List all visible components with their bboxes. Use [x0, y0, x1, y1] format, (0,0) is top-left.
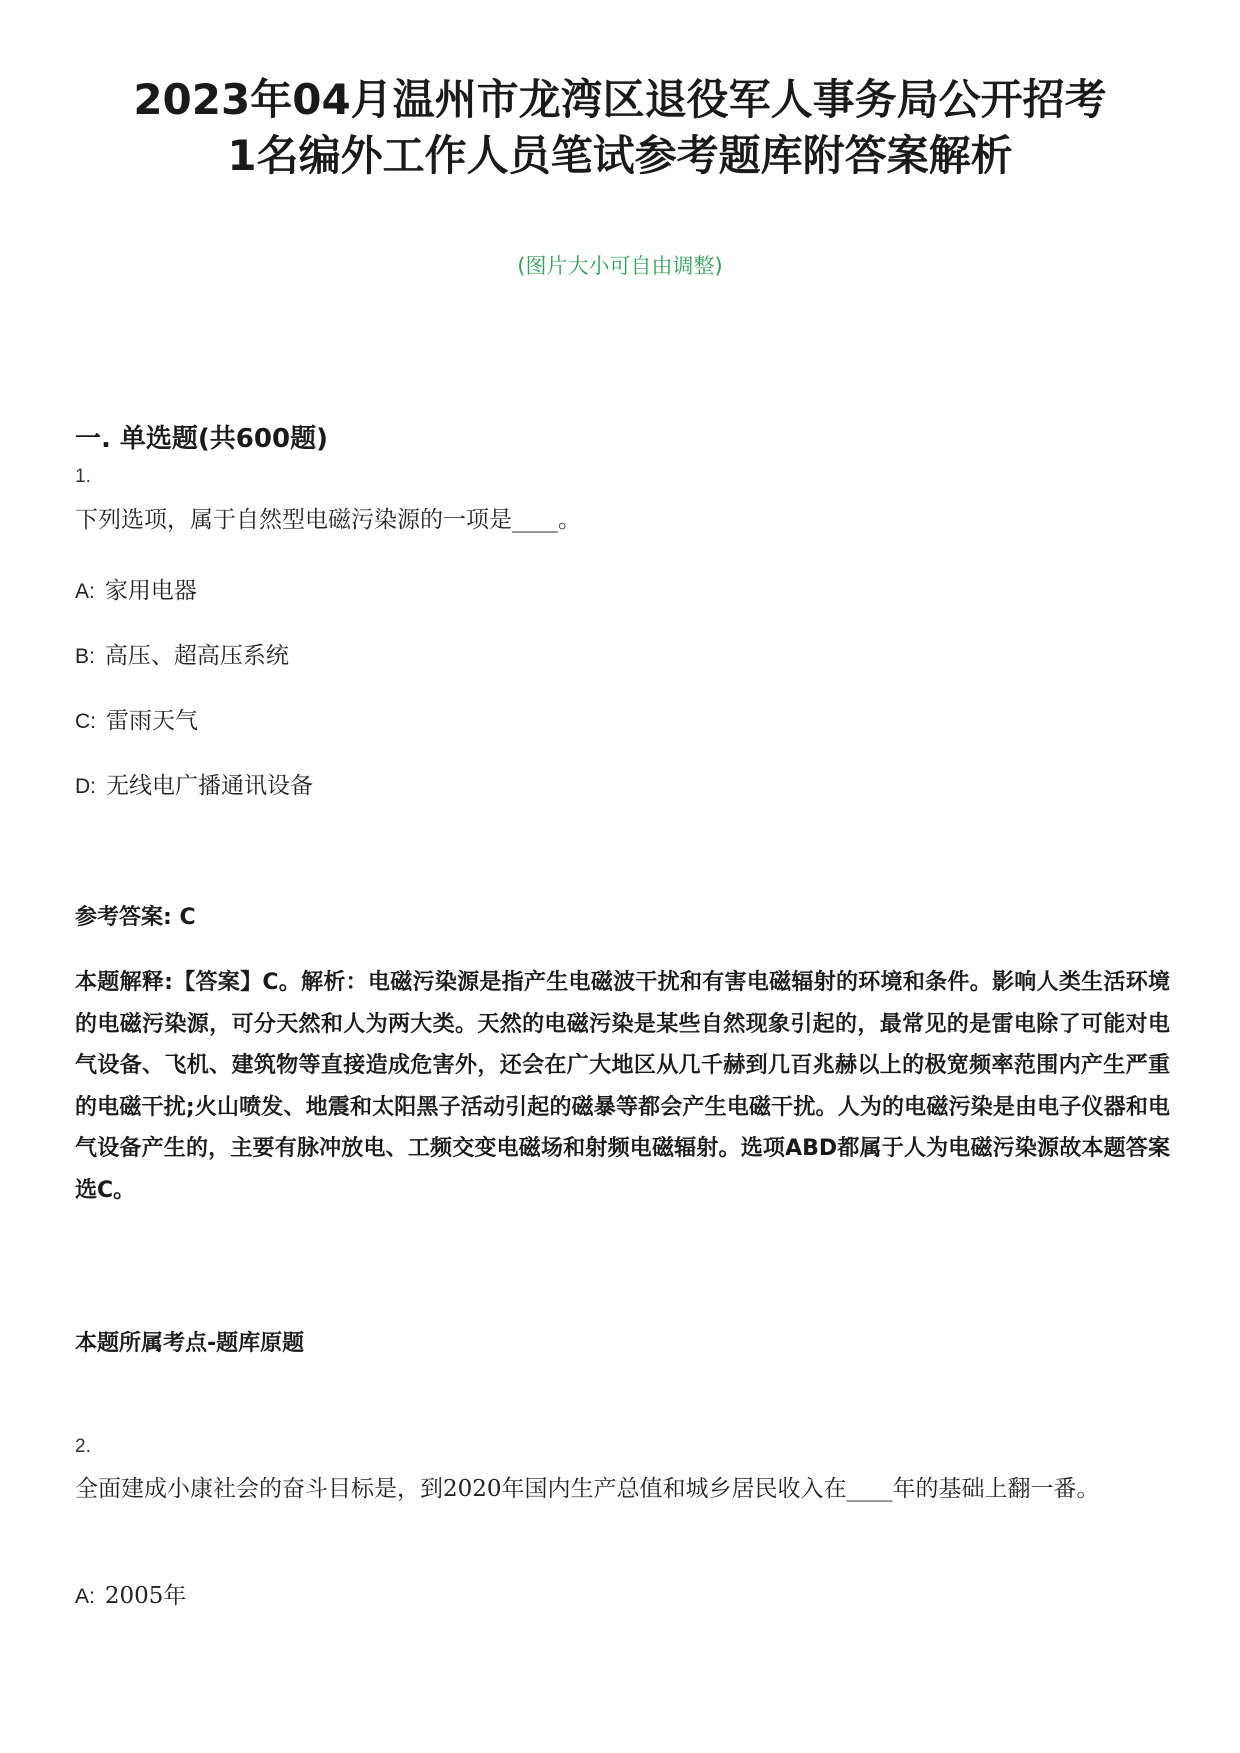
question-1-option-a — [75, 572, 197, 605]
page-title-line-2: 1名编外工作人员笔试参考题库附答案解析 — [227, 131, 1013, 180]
image-resize-note: (图片大小可自由调整) — [517, 254, 723, 278]
option-text: 雷雨天气 — [106, 708, 198, 734]
option-letter: D: — [75, 775, 96, 798]
page-title-line-1: 2023年04月温州市龙湾区退役军人事务局公开招考 — [133, 75, 1107, 124]
question-2-number: 2. — [75, 1436, 91, 1457]
question-1-answer: 参考答案: C — [75, 905, 196, 930]
question-2-stem: 全面建成小康社会的奋斗目标是，到2020年国内生产总值和城乡居民收入在____年的基础上翻一番。 — [75, 1476, 1100, 1502]
question-1-explanation: 本题解释:【答案】C。解析：电磁污染源是指产生电磁波干扰和有害电磁辐射的环境和条件。影响人类生活环境的电磁污染源，可分天然和人为两大类。天然的电磁污染是某些自然现象引起的，最常见的是雷电除了可能对电气设备、飞机、建筑物等直接造成危害外，还会在广大地区从几千赫到几百兆赫以上的极宽频率范围内产生严重的电磁干扰;火山喷发、地震和太阳黑子活动引起的磁暴等都会产生电磁干扰。人为的电磁污染是由电子仪器和电气设备产生的，主要有脉冲放电、工频交变电磁场和射频电磁辐射。选项ABD都属于人为电磁污染源故本题答案选C。 — [75, 970, 1170, 1203]
question-1-knowledge-point: 本题所属考点-题库原题 — [75, 1331, 305, 1356]
option-text: 无线电广播通讯设备 — [106, 773, 313, 799]
option-letter: A: — [75, 1585, 95, 1608]
option-letter: C: — [75, 710, 96, 733]
question-1-option-b — [75, 637, 289, 670]
page-title — [60, 72, 1180, 184]
option-text: 2005年 — [104, 1583, 187, 1609]
question-1-stem: 下列选项，属于自然型电磁污染源的一项是____。 — [75, 507, 581, 533]
question-2-option-a — [75, 1577, 186, 1610]
option-letter: B: — [75, 645, 95, 668]
question-1-option-c — [75, 702, 198, 735]
question-1-number: 1. — [75, 466, 91, 487]
question-1-option-d — [75, 767, 313, 800]
option-letter: A: — [75, 580, 95, 603]
option-text: 家用电器 — [104, 578, 197, 604]
option-text: 高压、超高压系统 — [104, 643, 289, 669]
section-heading: 一. 单选题(共600题) — [75, 424, 328, 454]
